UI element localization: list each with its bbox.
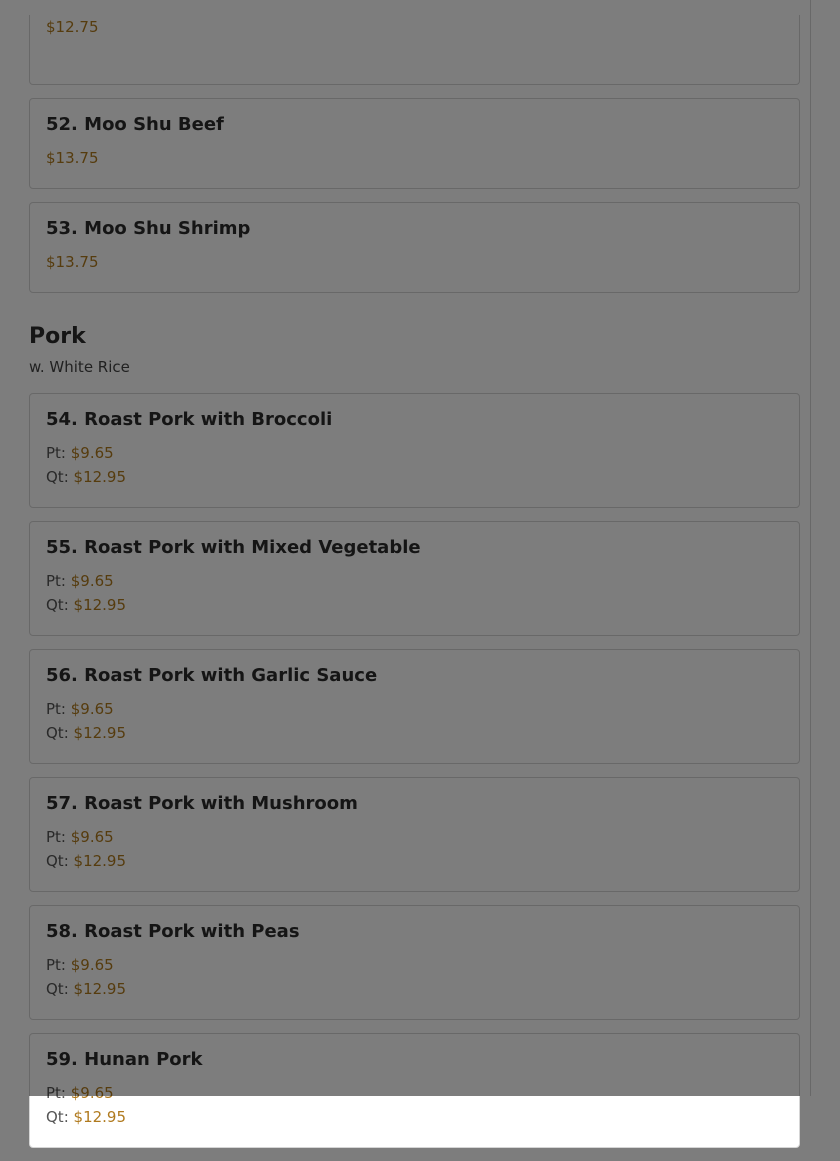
quart-price <box>46 1105 783 1129</box>
price-amount: $12.95 <box>73 1108 127 1126</box>
quart-label: Qt: <box>46 1108 69 1126</box>
